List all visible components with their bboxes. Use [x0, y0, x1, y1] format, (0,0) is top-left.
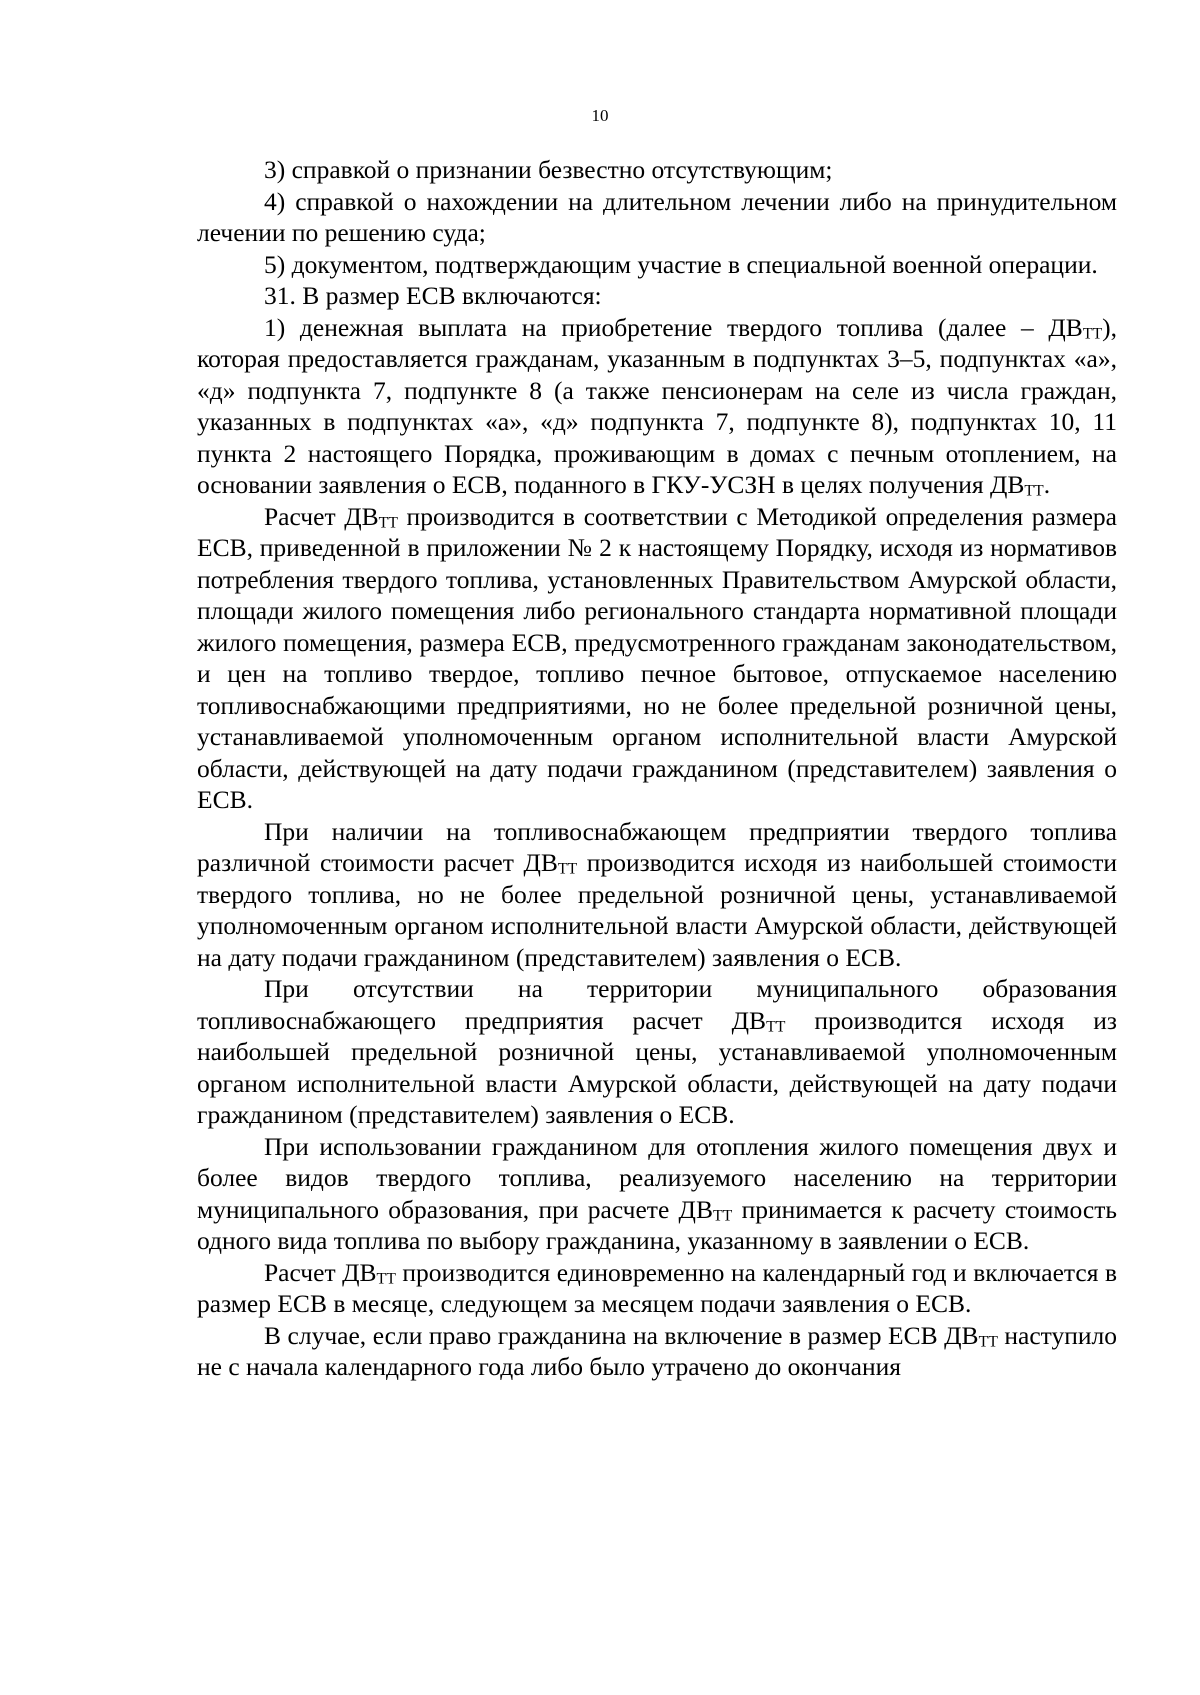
paragraph	[197, 186, 1117, 249]
subscript-tt: ТТ	[712, 1206, 733, 1224]
subscript-tt: ТТ	[978, 1332, 998, 1350]
paragraph-text: 5) документом, подтверждающим участие в специальной военной операции.	[264, 249, 1098, 279]
document-body	[197, 154, 1117, 1383]
paragraph-text: наступило не с начала календарного года либо было утрачено до окончания	[197, 1320, 1118, 1381]
paragraph	[197, 280, 1117, 312]
paragraph-text: производится единовременно на календарный год и включается в размер ЕСВ в месяце, следующем за месяцем подачи заявления о ЕСВ.	[197, 1257, 1118, 1318]
paragraph	[197, 973, 1117, 1131]
paragraph	[197, 816, 1117, 974]
paragraph-text: принимается к расчету стоимость одного вида топлива по выбору гражданина, указанному в заявлении о ЕСВ.	[197, 1194, 1117, 1255]
paragraph	[197, 1320, 1117, 1383]
paragraph	[197, 1131, 1117, 1257]
paragraph-text: производится в соответствии с Методикой определения размера ЕСВ, приведенной в приложении № 2 к настоящему Порядку, исходя из нормативов потребления твердого топлива, установленных Правительством Амурской области, площади жилого помещения либо регионального стандарта нормативной площади жилого помещения, размера ЕСВ, предусмотренного гражданам законодательством, и цен на топливо твердое, топливо печное бытовое, отпускаемое населению топливоснабжающими предприятиями, но не более предельной розничной цены, устанавливаемой уполномоченным органом исполнительной власти Амурской области, действующей на дату подачи гражданином (представителем) заявления о ЕСВ.	[197, 501, 1117, 814]
paragraph-text: Расчет ДВ	[264, 501, 379, 531]
paragraph-text: 4) справкой о нахождении на длительном лечении либо на принудительном лечении по решению суда;	[197, 186, 1117, 247]
paragraph	[197, 501, 1117, 816]
subscript-tt: ТТ	[766, 1017, 786, 1035]
paragraph-text: При отсутствии на территории муниципального образования топливоснабжающего предприятия расчет ДВ	[197, 974, 1117, 1035]
paragraph-text: Расчет ДВ	[264, 1257, 377, 1287]
paragraph	[197, 1257, 1117, 1320]
paragraph	[197, 249, 1117, 281]
paragraph-text: ), которая предоставляется гражданам, указанным в подпунктах 3–5, подпунктах «а», «д» подпункта 7, подпункте 8 (а также пенсионерам на селе из числа граждан, указанных в подпунктах «а», «д» подпункта 7, подпункте 8), подпунктах 10, 11 пункта 2 настоящего Порядка, проживающим в домах с печным отоплением, на основании заявления о ЕСВ, поданного в ГКУ-УСЗН в целях получения ДВ	[197, 312, 1117, 499]
paragraph	[197, 312, 1117, 501]
paragraph	[197, 154, 1117, 186]
paragraph-text: 31. В размер ЕСВ включаются:	[264, 281, 602, 310]
paragraph-text: В случае, если право гражданина на включение в размер ЕСВ ДВ	[264, 1320, 979, 1350]
paragraph-text: .	[1043, 470, 1051, 499]
subscript-tt: ТТ	[1024, 482, 1044, 500]
paragraph-text: производится исходя из наибольшей стоимости твердого топлива, но не более предельной розничной цены, устанавливаемой уполномоченным органом исполнительной власти Амурской области, действующей на дату подачи гражданином (представителем) заявления о ЕСВ.	[197, 848, 1117, 972]
subscript-tt: ТТ	[378, 513, 398, 531]
page-number: 10	[591, 106, 609, 125]
paragraph-text: При использовании гражданином для отопления жилого помещения двух и более видов твердого топлива, реализуемого населению на территории муниципального образования, при расчете ДВ	[197, 1131, 1117, 1224]
paragraph-text: производится исходя из наибольшей предельной розничной цены, устанавливаемой уполномоченным органом исполнительной власти Амурской области, действующей на дату подачи гражданином (представителем) заявления о ЕСВ.	[197, 1005, 1118, 1129]
subscript-tt: ТТ	[376, 1269, 396, 1287]
paragraph-text: 3) справкой о признании безвестно отсутствующим;	[264, 155, 833, 184]
subscript-tt: ТТ	[1082, 324, 1103, 342]
paragraph-text: При наличии на топливоснабжающем предприятии твердого топлива различной стоимости расчет ДВ	[197, 816, 1117, 877]
paragraph-text: 1) денежная выплата на приобретение твердого топлива (далее – ДВ	[264, 312, 1083, 342]
subscript-tt: ТТ	[557, 860, 578, 878]
